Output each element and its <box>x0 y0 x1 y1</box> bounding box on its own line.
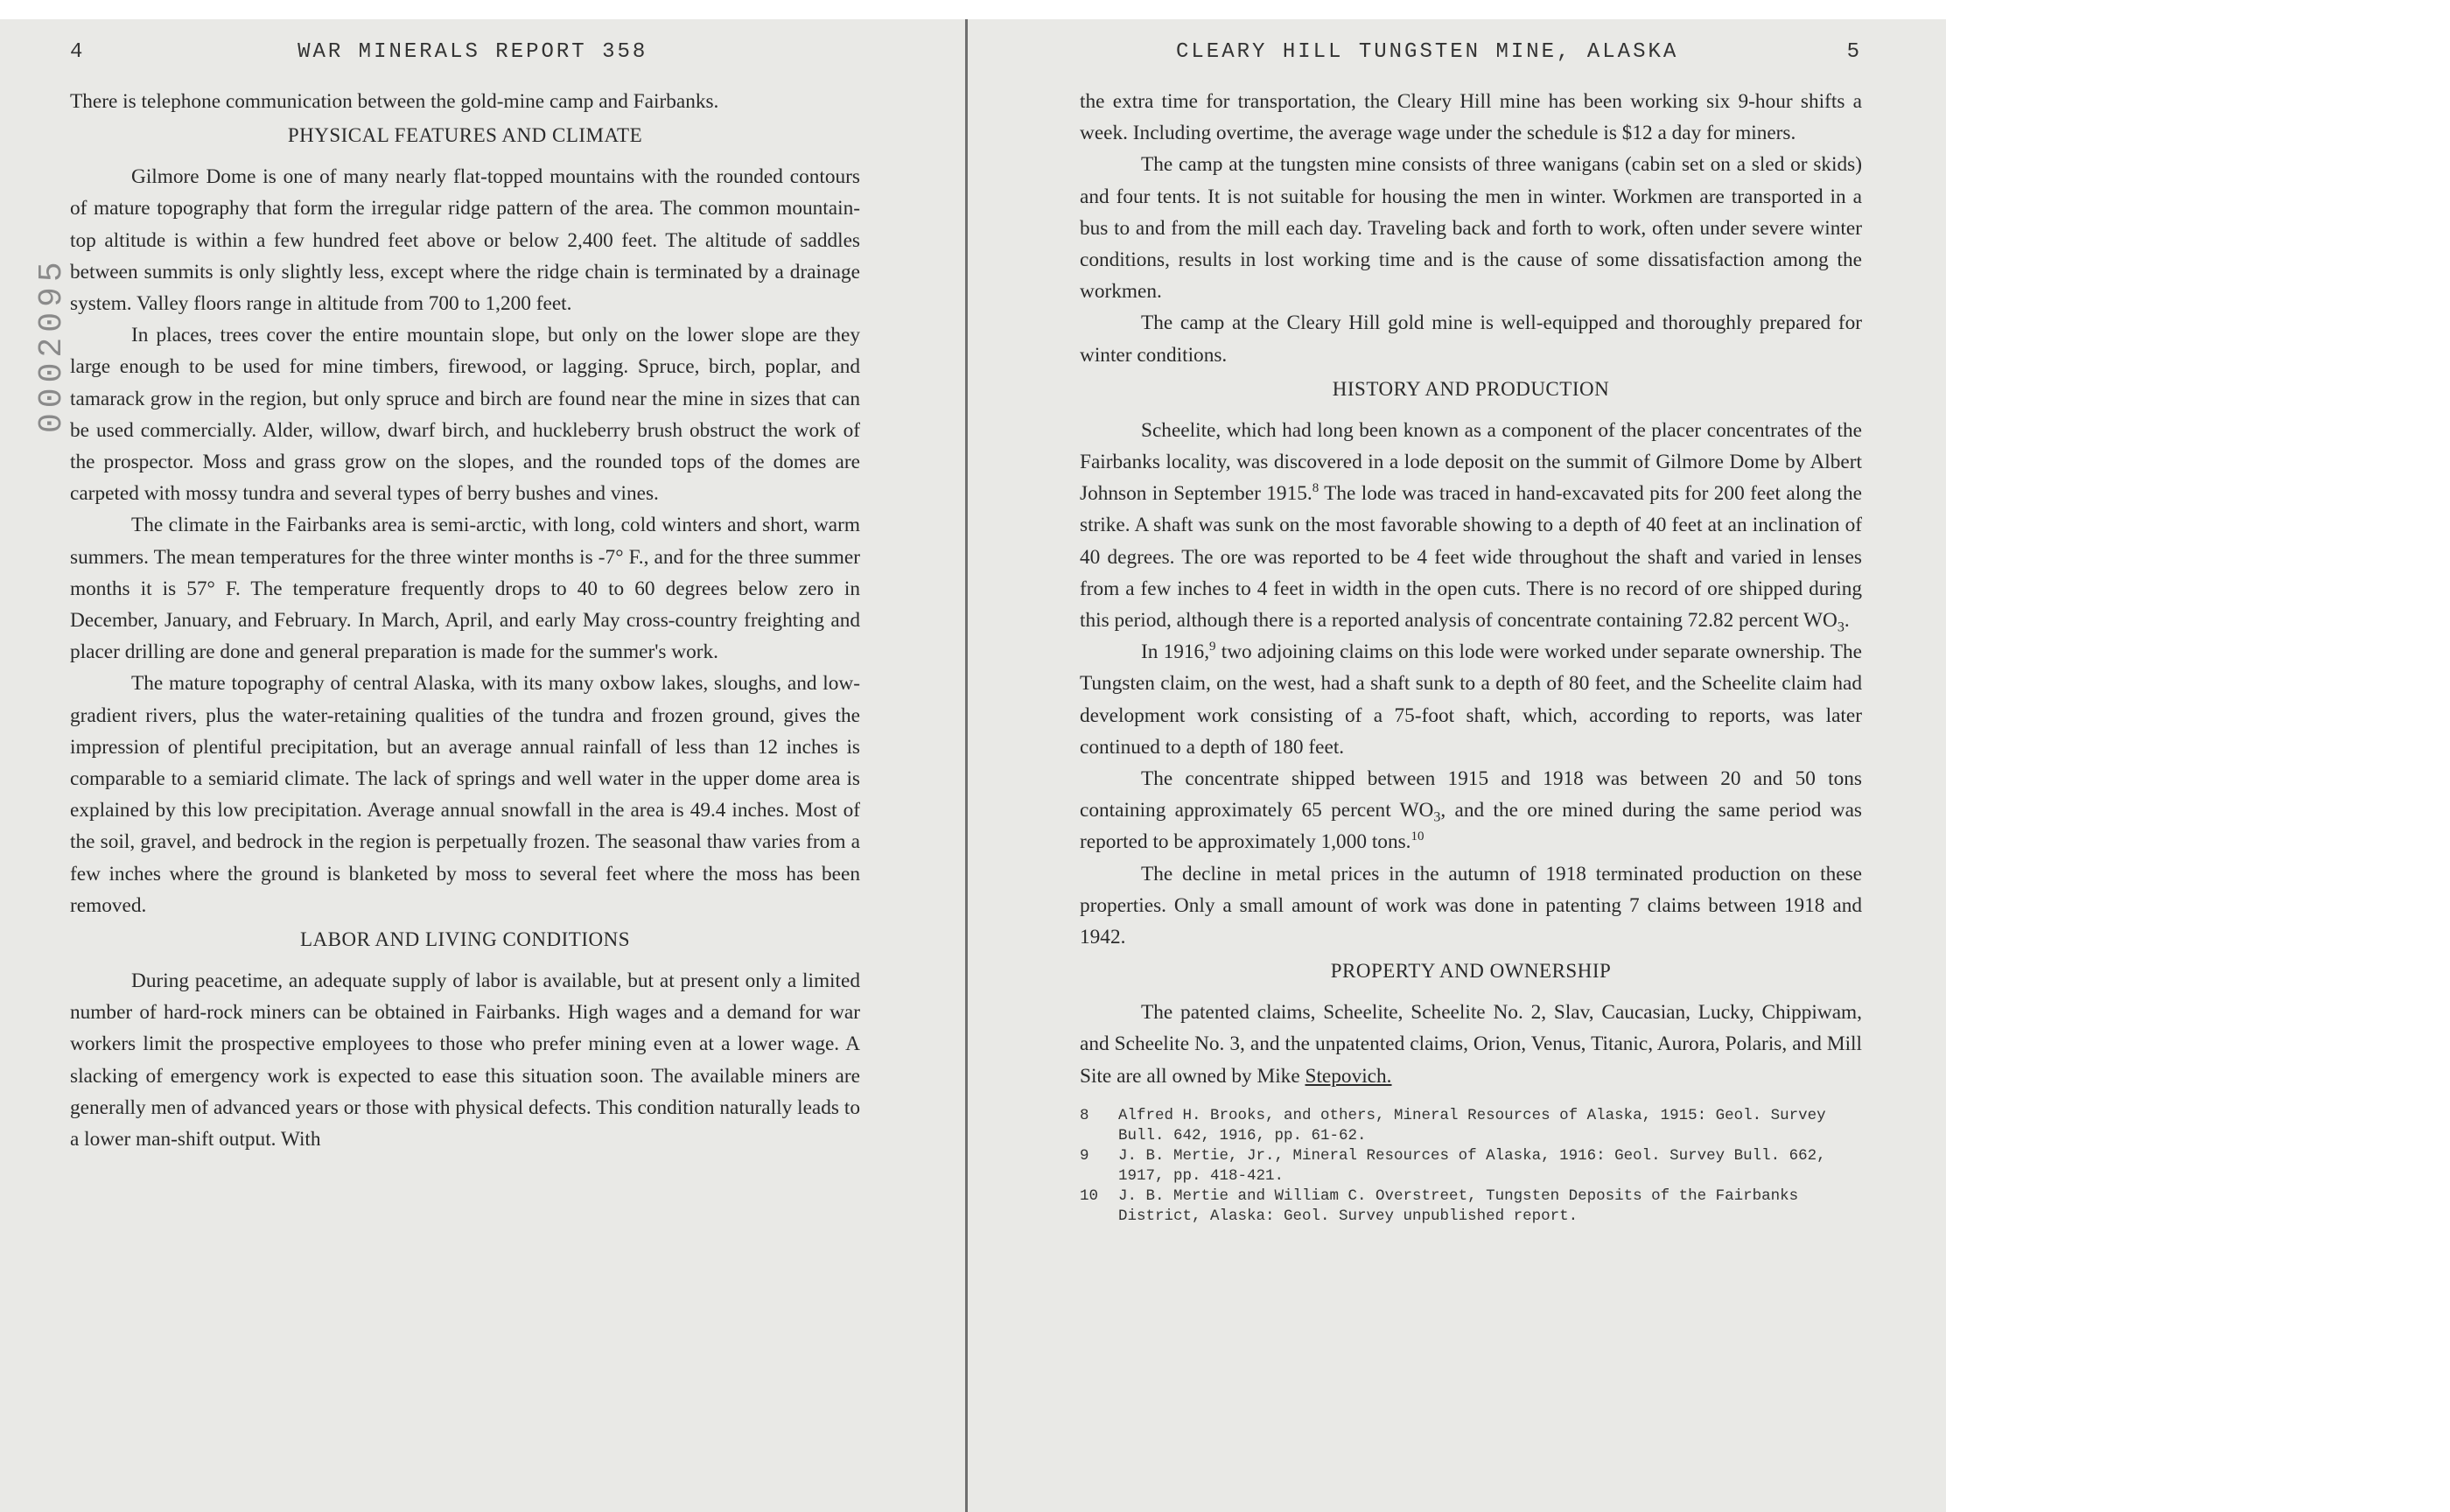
footnotes <box>1080 1106 1862 1227</box>
left-page <box>0 19 965 1512</box>
footnote: 9 J. B. Mertie, Jr., Mineral Resources of Alaska, 1916: Geol. Survey Bull. 662, 1917, pp. 418-421. <box>1080 1146 1826 1185</box>
section-heading-property: PROPERTY AND OWNERSHIP <box>1330 960 1612 983</box>
paragraph-ownership: The patented claims, Scheelite, Scheelite No. 2, Slav, Caucasian, Lucky, Chippiwam, and Scheelite No. 3, and the unpatented claims, Orion, Venus, Titanic, Aurora, Polaris, and Mill Site are all owned by Mike Stepovich. <box>1080 1001 1862 1088</box>
paragraph-wages: the extra time for transportation, the Cleary Hill mine has been working six 9-hour shifts a week. Including overtime, the average wage under the schedule is $12 a day for miners. <box>1080 90 1862 145</box>
page-number: 5 <box>1846 40 1862 64</box>
running-title: WAR MINERALS REPORT 358 <box>298 40 648 64</box>
paragraph-precipitation: The mature topography of central Alaska, with its many oxbow lakes, sloughs, and low-gradient rivers, plus the water-retaining qualities of the tundra and frozen ground, gives the impression of plentiful precipitation, but an average annual rainfall of less than 12 inches is comparable to a semiarid climate. The lack of springs and well water in the upper dome area is explained by this low precipitation. Average annual snowfall in the area is 49.4 inches. Most of the soil, gravel, and bedrock in the region is perpetually frozen. The seasonal thaw varies from a few inches where the ground is blanketed by moss to several feet where the moss has been removed. <box>70 672 860 917</box>
paragraph-1916-claims: In 1916,$^9$ two adjoining claims on this lode were worked under separate ownership. The Tungsten claim, on the west, had a shaft sunk to a depth of 80 feet, and the Scheelite claim had development work consisting of a 75-foot shaft, which, according to reports, was later continued to a depth of 180 feet. <box>1080 640 1862 759</box>
running-head-left <box>70 40 860 75</box>
section-heading-labor: LABOR AND LIVING CONDITIONS <box>299 928 630 951</box>
paragraph-decline: The decline in metal prices in the autumn of 1918 terminated production on these properties. Only a small amount of work was done in patenting 7 claims between 1918 and 1942. <box>1080 862 1862 949</box>
paragraph-topography: Gilmore Dome is one of many nearly flat-topped mountains with the rounded contours of mature topography that form the irregular ridge pattern of the area. The common mountain-top altitude is within a few hundred feet above or below 2,400 feet. The altitude of saddles between summits is only slightly less, except where the ridge chain is terminated by a drainage system. Valley floors range in altitude from 700 to 1,200 feet. <box>70 165 860 316</box>
paragraph-gold-camp: The camp at the Cleary Hill gold mine is well-equipped and thoroughly prepared for winter conditions. <box>1080 312 1862 367</box>
paragraph-vegetation: In places, trees cover the entire mountain slope, but only on the lower slope are they large enough to be used for mine timbers, firewood, or lagging. Spruce, birch, poplar, and tamarack grow in the region, but only spruce and birch are found near the mine in sizes that can be used commercially. Alder, willow, dwarf birch, and huckleberry brush obstruct the work of the prospector. Moss and grass grow on the slopes, and the rounded tops of the domes are carpeted with mossy tundra and several types of berry bushes and vines. <box>70 324 860 506</box>
intro-paragraph: There is telephone communication between the gold-mine camp and Fairbanks. <box>70 90 719 113</box>
footnote: 10 J. B. Mertie and William C. Overstreet, Tungsten Deposits of the Fairbanks District, Alaska: Geol. Survey unpublished report. <box>1080 1186 1799 1225</box>
footnote-ref: 9 <box>1209 640 1216 654</box>
paragraph-discovery: Scheelite, which had long been known as a component of the placer concentrates of the Fairbanks locality, was discovered in a lode deposit on the summit of Gilmore Dome by Albert Johnson in September 1915.$^8$ The lode was traced in hand-excavated pits for 200 feet along the strike. A shaft was sunk on the most favorable showing to a depth of 40 feet at an inclination of 40 degrees. The ore was reported to be 4 feet wide throughout the shaft and varied in lenses from a few inches to 4 feet in width in the open cuts. There is no record of ore shipped during this period, although there is a reported analysis of concentrate containing 72.82 percent $WO_3$. <box>1080 418 1862 635</box>
paragraph-camp: The camp at the tungsten mine consists of three wanigans (cabin set on a sled or skids) and four tents. It is not suitable for housing the men in winter. Workmen are transported in a bus to and from the mill each day. Traveling back and forth to work, often under severe winter conditions, results in lost working time and is the cause of some dissatisfaction among the workmen. <box>1080 153 1862 304</box>
running-head-right <box>1080 40 1862 75</box>
footnote-ref: 10 <box>1410 830 1424 844</box>
paragraph-climate: The climate in the Fairbanks area is semi-arctic, with long, cold winters and short, warm summers. The mean temperatures for the three winter months is -7° F., and for the three summer months it is 57° F. The temperature frequently drops to 40 to 60 degrees below zero in December, January, and February. In March, April, and early May cross-country freighting and placer drilling are done and general preparation is made for the summer's work. <box>70 514 860 664</box>
owner-name: Stepovich. <box>1305 1064 1392 1088</box>
running-title: CLEARY HILL TUNGSTEN MINE, ALASKA <box>1176 40 1679 64</box>
footnote-ref: 8 <box>1312 481 1320 496</box>
section-heading-history: HISTORY AND PRODUCTION <box>1332 377 1610 400</box>
archive-stamp: 0002095 <box>33 256 71 433</box>
section-heading-physical: PHYSICAL FEATURES AND CLIMATE <box>287 124 643 147</box>
paragraph-concentrate: The concentrate shipped between 1915 and 1918 was between 20 and 50 tons containing approximately 65 percent $WO_3$, and the ore mined during the same period was reported to be approximately 1,000 tons.$^{10}$ <box>1080 767 1862 854</box>
footnote: 8 Alfred H. Brooks, and others, Mineral Resources of Alaska, 1915: Geol. Survey Bull. 642, 1916, pp. 61-62. <box>1080 1106 1826 1144</box>
right-page <box>968 19 1946 1512</box>
paragraph-labor: During peacetime, an adequate supply of labor is available, but at present only a limited number of hard-rock miners can be obtained in Fairbanks. High wages and a demand for war workers limit the prospective employees to those who prefer mining even at a lower wage. A slacking of emergency work is expected to ease this situation soon. The available miners are generally men of advanced years or those with physical defects. This condition naturally leads to a lower man-shift output. With <box>70 970 860 1152</box>
page-number: 4 <box>70 40 86 64</box>
